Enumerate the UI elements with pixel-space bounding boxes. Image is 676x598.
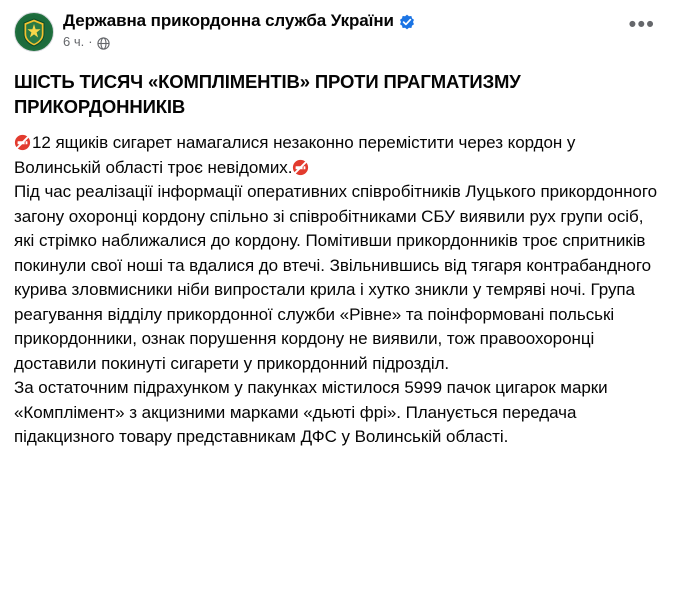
post-paragraph-3: За остаточним підрахунком у пакунках містилося 5999 пачок цигарок марки «Комплімент» з акцизними марками «дьюті фрі». Планується передача підакцизного товару представникам ДФС у Волинській області. — [14, 378, 608, 446]
author-row — [63, 11, 662, 31]
verified-badge-icon — [399, 14, 415, 30]
no-smoking-icon-trailing — [292, 159, 309, 176]
avatar[interactable] — [14, 12, 54, 52]
post-paragraph-1 — [14, 131, 662, 180]
page-name[interactable]: Державна прикордонна служба України — [63, 11, 394, 30]
post-title: ШІСТЬ ТИСЯЧ «КОМПЛІМЕНТІВ» ПРОТИ ПРАГМАТИЗМУ ПРИКОРДОННИКІВ — [14, 71, 521, 117]
post-header — [14, 10, 662, 58]
post-paragraph-2: Під час реалізації інформації оперативних співробітників Луцького прикордонного загону охоронці кордону спільно зі співробітниками СБУ виявили рух групи осіб, які стрімко наближалися до кордону. Помітивши прикордонників троє спритників покинули свої ноші та вдалися до втечі. Звільнившись від тягаря контрабандного курива зловмисники ніби випростали крила і хутко зникли у темряві ночі. Група реагування відділу прикордонної служби «Рівне» та поінформовані польські прикордонники, ознак порушення кордону не виявили, тож правоохоронці доставили покинуті сигарети у прикордонний підрозділ. — [14, 182, 658, 373]
post-header-text — [63, 10, 662, 50]
globe-icon[interactable] — [97, 37, 110, 50]
post-timestamp[interactable]: 6 ч. — [63, 34, 85, 49]
post-paragraph-1-text: 12 ящиків сигарет намагалися незаконно перемістити через кордон у Волинській області троє невідомих. — [14, 133, 576, 177]
post-body — [14, 69, 662, 450]
post-more-options-button[interactable]: ••• — [628, 13, 656, 36]
post-meta — [63, 34, 662, 50]
no-smoking-icon — [14, 134, 31, 151]
state-border-guard-crest-icon — [17, 15, 51, 49]
meta-separator: · — [88, 34, 93, 49]
